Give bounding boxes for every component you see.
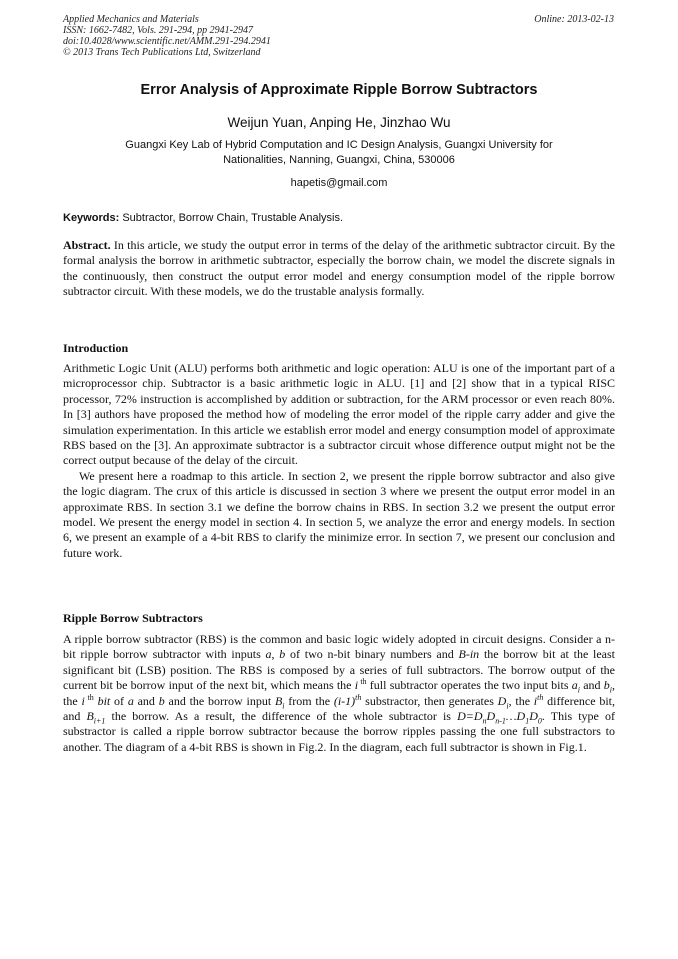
rbs-heading: Ripple Borrow Subtractors xyxy=(63,611,203,625)
affiliation-line-2: Nationalities, Nanning, Guangxi, China, 530006 xyxy=(223,153,455,166)
journal-copyright: © 2013 Trans Tech Publications Ltd, Switzerland xyxy=(63,47,261,58)
journal-issn: ISSN: 1662-7482, Vols. 291-294, pp 2941-2947 xyxy=(63,25,253,36)
keywords-label: Keywords: xyxy=(63,212,120,224)
paper-title: Error Analysis of Approximate Ripple Borrow Subtractors xyxy=(140,82,538,98)
paper-authors: Weijun Yuan, Anping He, Jinzhao Wu xyxy=(227,115,451,130)
keywords xyxy=(63,211,615,225)
introduction-paragraph-1: Arithmetic Logic Unit (ALU) performs both arithmetic and logic operation: ALU is one of the important part of a microprocessor chip. Subtractor is a basic arithmetic logic in ALU. [1] and [2] show that in a typical RISC processor, 72% instruction is accomplished by addition or subtraction, for the ARM processor or even reach 80%. In [3] authors have proposed the method how of modeling the error model of the ripple carry adder and give the simulation experimentation. In this article we establish error model and energy consumption model of approximate RBS based on the [3]. An approximate subtractor is a subtractor circuit whose difference output might not be the correct output because of the delay of the circuit. xyxy=(63,361,615,468)
journal-name: Applied Mechanics and Materials xyxy=(63,14,199,25)
online-date: Online: 2013-02-13 xyxy=(534,14,614,25)
keywords-text: Subtractor, Borrow Chain, Trustable Analysis. xyxy=(122,212,344,224)
journal-header xyxy=(63,14,271,58)
rbs-body xyxy=(63,632,615,755)
introduction-heading: Introduction xyxy=(63,341,129,355)
rbs-paragraph: A ripple borrow subtractor (RBS) is the common and basic logic widely adopted in circuit designs. Consider a n-bit ripple borrow subtractor with inputs a, b of two n-bit binary numbers and B-in the borrow bit at the least significant bit (LSB) position. The RBS is composed by a series of full subtractors. The borrow output of the current bit be borrow input of the next bit, which means the i $^{th}$ full subtractor operates the two input bits $a_i$ and $b_i$, the i $^{th}$ bit of a and b and the borrow input $B_i$ from the $(i-1)^{th}$ substractor, then generates $D_i$, the $i^{th}$ difference bit, and $B_{i+1}$ the borrow. As a result, the difference of the whole subtractor is $D=D_nD_{n-1}\dots D_1D_0$. This type of substractor is called a ripple borrow subtractor because the borrow ripples passing the one full substractors to another. The diagram of a 4-bit RBS is shown in Fig.2. In the diagram, each full subtractor is shown in Fig.1. xyxy=(63,632,616,754)
introduction-body xyxy=(63,361,615,561)
abstract-label: Abstract. xyxy=(63,238,111,252)
journal-doi[interactable]: doi:10.4028/www.scientific.net/AMM.291-294.2941 xyxy=(63,36,271,47)
author-email[interactable]: hapetis@gmail.com xyxy=(290,177,388,189)
affiliation-line-1: Guangxi Key Lab of Hybrid Computation and IC Design Analysis, Guangxi University for xyxy=(125,139,553,151)
abstract-text: In this article, we study the output error in terms of the delay of the arithmetic subtractor circuit. By the formal analysis the borrow in arithmetic subtractor, especially the borrow chain, we model the discrete signals in the continuously, then construct the output error model and energy consumption model of the ripple borrow subtractor circuit. With these models, we do the trustable analysis formally. xyxy=(63,238,616,299)
abstract xyxy=(63,238,615,300)
introduction-paragraph-2: We present here a roadmap to this article. In section 2, we present the ripple borrow subtractor and also give the logic diagram. The crux of this article is discussed in section 3 where we present the output error model in an approximate RBS. In section 3.1 we define the borrow chains in RBS. In section 3.2 we present the output error model. We present the energy model in section 4. In section 5, we analyze the error and energy models. In section 6, we present an example of a 4-bit RBS to clarify the minimize error. In section 7, we present our conclusion and future work. xyxy=(63,468,615,560)
paper-affiliation xyxy=(80,138,598,167)
